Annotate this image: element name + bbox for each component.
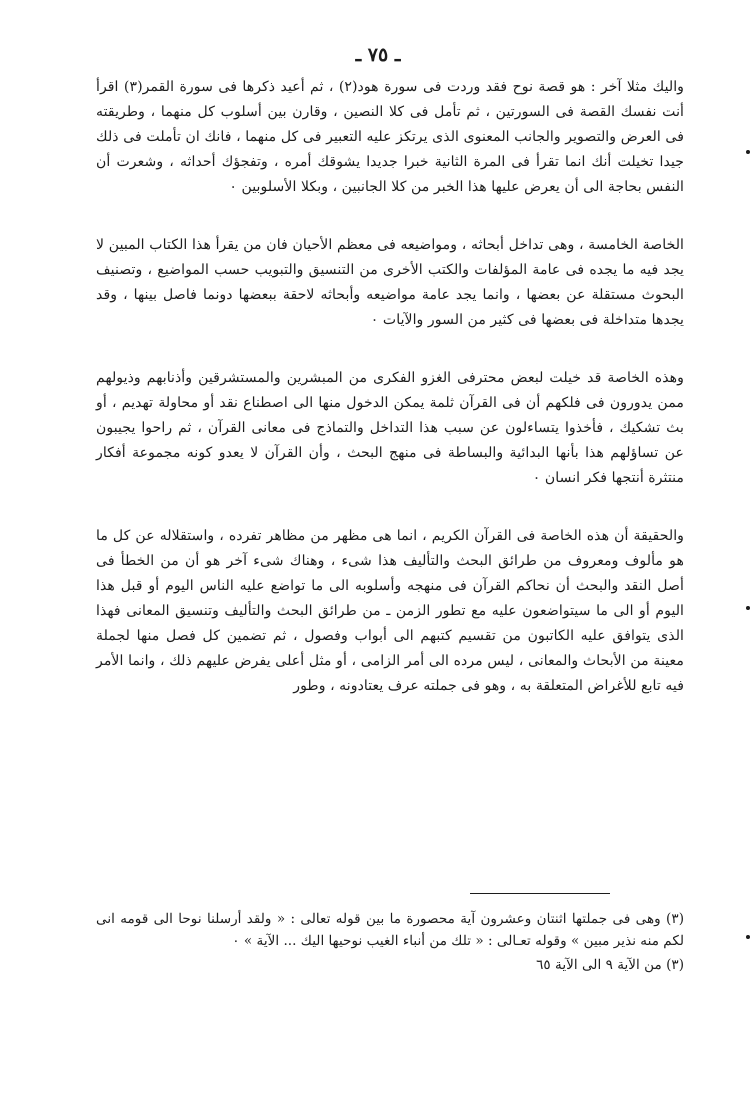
scan-dot-mark xyxy=(746,935,750,939)
page-number: ـ ٧٥ ـ xyxy=(355,44,401,66)
scan-dot-mark xyxy=(746,606,750,610)
body-text xyxy=(96,72,684,732)
footnote-item: (٣) وهى فى جملتها اثنتان وعشرون آية محصورة ما بين قوله تعالى : « ولقد أرسلنا نوحا الى قومه انى لكم منه نذير مبين » وقوله تعـالى : « تلك من أنباء الغيب نوحيها اليك ... الآية » ٠ xyxy=(96,911,684,949)
scan-dot-mark xyxy=(746,150,750,154)
footnotes xyxy=(96,908,684,978)
paragraph-fifth-characteristic: الخاصة الخامسة ، وهى تداخل أبحاثه ، ومواضيعه فى معظم الأحيان فان من يقرأ هذا الكتاب المبين لا يجد فيه ما يجده فى عامة المؤلفات والكتب الأخرى من التنسيق والتبويب حسب المواضيع ، وتصنيف البحوث مستقلة عن بعضها ، وانما يجد عامة مواضيعه وأبحاثه لاحقة ببعضها دونما فاصل بينها ، وقد يجدها متداخلة فى بعضها فى كثير من السور والآيات ٠ xyxy=(96,237,684,328)
paragraph-the-truth: والحقيقة أن هذه الخاصة فى القرآن الكريم ، انما هى مظهر من مظاهر تفرده ، واستقلاله عن كل ما هو مألوف ومعروف من طرائق البحث والتأليف هذا شىء ، وهناك شىء آخر هو أن من الخطأ فى أصل النقد والبحث أن نحاكم القرآن فى منهجه وأسلوبه الى ما تواضع عليه الناس اليوم أو قبل هذا اليوم أو الى ما سيتواضعون عليه مع تطور الزمن ـ من طرائق البحث والتأليف وتنسيق المعانى فهذا الذى يتوافق عليه الكاتبون من تقسيم كتبهم الى أبواب وفصول ، ثم تضمين كل فصل منها لجملة معينة من الأبحاث والمعانى ، ليس مرده الى أمر الزامى ، أو مثل أعلى يفرض عليهم ذلك ، وانما الأمر فيه تابع للأغراض المتعلقة به ، وهو فى جملته عرف يعتادونه ، وطور xyxy=(96,528,684,694)
paragraph-noah-example: واليك مثلا آخر : هو قصة نوح فقد وردت فى سورة هود(٢) ، ثم أعيد ذكرها فى سورة القمر(٣) اقرأ أنت نفسك القصة فى السورتين ، ثم تأمل فى كلا النصين ، وقارن بين أسلوب كل منهما ، وطريقته فى العرض والتصوير والجانب المعنوى الذى يرتكز عليه التعبير فى كل منهما ، فانك ان تأملت فى ذلك جيدا تخيلت أنك انما تقرأ فى المرة الثانية خبرا جديدا يشوقك أمره ، وتفجؤك أحداثه ، وشعرت أن النفس بحاجة الى أن يعرض عليها هذا الخبر من كلا الجانبين ، وبكلا الأسلوبين ٠ xyxy=(96,79,684,195)
paragraph-orientalists: وهذه الخاصة قد خيلت لبعض محترفى الغزو الفكرى من المبشرين والمستشرقين وأذنابهم وذيولهم ممن يدورون فى فلكهم أن فى القرآن ثلمة يمكن الدخول منها الى اصطناع نقد أو محاولة تهديم ، أو بث تشكيك ، فأخذوا يتساءلون عن سبب هذا التداخل والتماذج فى معانى القرآن ، ثم راحوا يجيبون عن تساؤلهم هذا بأنها البدائية والبساطة فى منهج البحث ، وأن القرآن لا يعدو كونه مجموعة أفكار منتثرة أنتجها فكر انسان ٠ xyxy=(96,370,684,486)
footnote-item: (٣) من الآية ٩ الى الآية ٦٥ xyxy=(536,957,684,973)
footnote-divider xyxy=(470,893,610,894)
